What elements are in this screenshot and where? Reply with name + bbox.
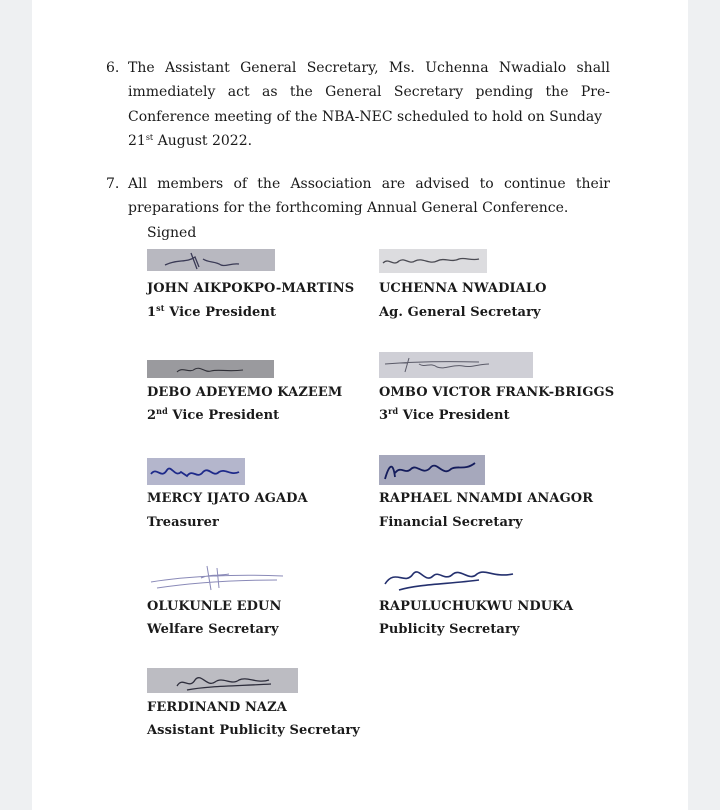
signatory-title: Financial Secretary xyxy=(379,515,523,530)
date-sup: st xyxy=(145,132,154,142)
signature-image xyxy=(379,352,533,378)
item-number: 7. xyxy=(106,176,120,192)
item-text: The Assistant General Secretary, Ms. Uchenna Nwadialo shall immediately act as the General Secretary pending the Pre-Conference meeting of the NBA-NEC scheduled to hold on Sunday xyxy=(128,60,610,125)
signatory-title: 1st Vice President xyxy=(147,303,277,320)
signature-image xyxy=(379,455,485,485)
signatory-name: RAPHAEL NNAMDI ANAGOR xyxy=(379,491,594,506)
signature-image xyxy=(147,668,298,693)
signature-image xyxy=(379,249,487,273)
signatory-title: Welfare Secretary xyxy=(147,622,279,637)
paragraph-item-7 xyxy=(106,172,610,221)
signatory-title: Publicity Secretary xyxy=(379,622,520,637)
item-number: 6. xyxy=(106,60,120,76)
signatory-name: UCHENNA NWADIALO xyxy=(379,281,547,296)
signature-image xyxy=(147,249,275,271)
document-page xyxy=(32,0,688,810)
signatory-name: FERDINAND NAZA xyxy=(147,700,287,715)
signatory-name: RAPULUCHUKWU NDUKA xyxy=(379,599,574,614)
signatory-name: DEBO ADEYEMO KAZEEM xyxy=(147,385,343,400)
signatory-name: MERCY IJATO AGADA xyxy=(147,491,308,506)
signatory-title: 3rd Vice President xyxy=(379,406,510,423)
signatory-name: OMBO VICTOR FRANK-BRIGGS xyxy=(379,385,615,400)
signature-image xyxy=(147,562,287,594)
signatory-title: Assistant Publicity Secretary xyxy=(147,723,360,738)
date-rest: August 2022. xyxy=(153,132,253,149)
date-day: 21 xyxy=(128,132,146,149)
signatory-name: JOHN AIKPOKPO-MARTINS xyxy=(147,281,355,296)
signatory-title: Ag. General Secretary xyxy=(379,305,541,320)
signature-image xyxy=(379,560,519,592)
signatory-title: 2nd Vice President xyxy=(147,406,280,423)
signatory-name: OLUKUNLE EDUN xyxy=(147,599,282,614)
signatory-title: Treasurer xyxy=(147,515,219,530)
signature-image xyxy=(147,360,274,378)
paragraph-item-6 xyxy=(106,56,610,153)
item-text: All members of the Association are advised to continue their preparations for the forthcoming Annual General Conference. xyxy=(128,176,610,217)
signed-label: Signed xyxy=(147,225,197,241)
item-date xyxy=(128,133,252,149)
signature-image xyxy=(147,458,245,485)
